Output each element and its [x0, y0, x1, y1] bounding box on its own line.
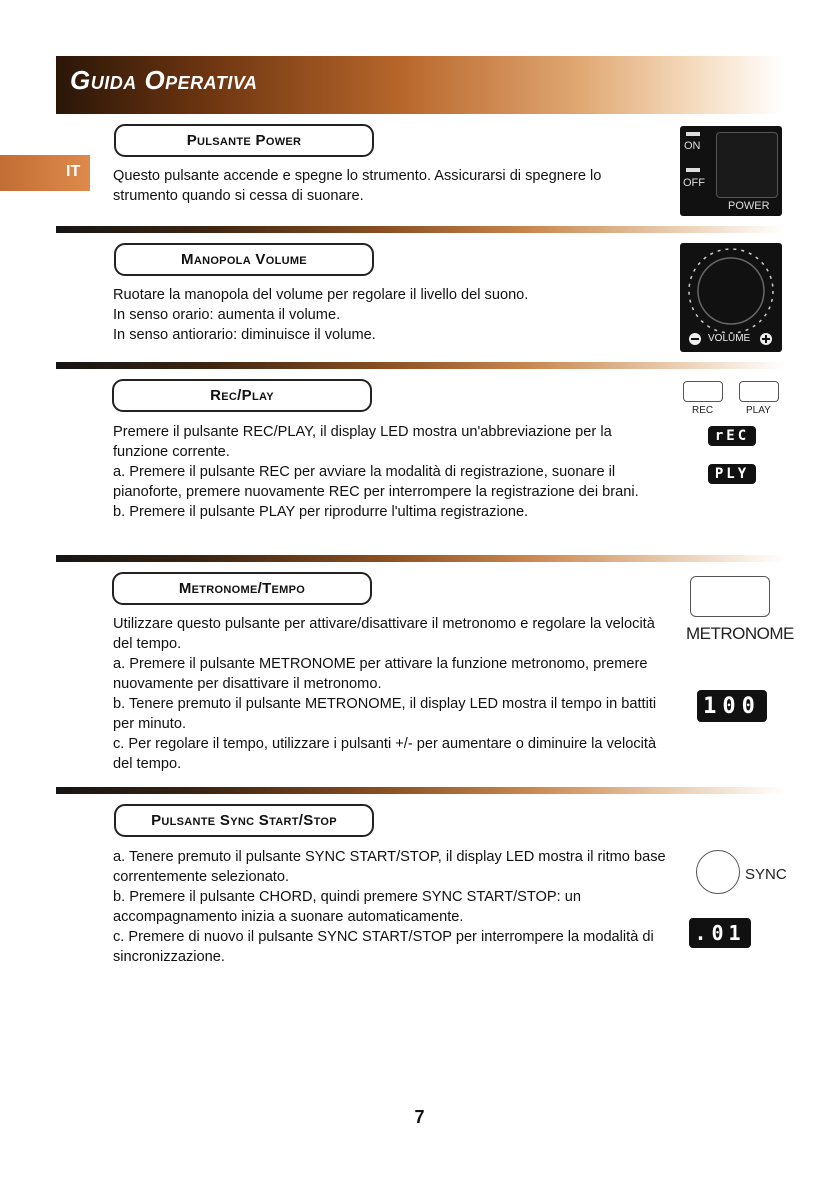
- text-line: Utilizzare questo pulsante per attivare/disattivare il metronomo e regolare la velocità del tempo.: [113, 616, 655, 652]
- section-title-metronome: Metronome/Tempo: [112, 572, 372, 605]
- section-divider: [56, 362, 784, 369]
- text-line: a. Tenere premuto il pulsante SYNC START/STOP, il display LED mostra il ritmo base correntemente selezionato.: [113, 849, 666, 885]
- on-label: ON: [684, 140, 701, 152]
- section-title-power: Pulsante Power: [114, 124, 374, 157]
- volume-label: VOLUME: [708, 333, 751, 344]
- language-label: IT: [66, 163, 81, 180]
- text-line: In senso antiorario: diminuisce il volume.: [113, 327, 376, 343]
- rec-label: REC: [692, 405, 714, 416]
- section-text-metronome: [113, 614, 669, 774]
- sync-button: [696, 850, 740, 894]
- section-title-volume: Manopola Volume: [114, 243, 374, 276]
- section-text-volume: [113, 285, 669, 345]
- power-button: [716, 132, 778, 198]
- metronome-button: [690, 576, 770, 617]
- play-label: PLAY: [746, 405, 771, 416]
- text-line: Questo pulsante accende e spegne lo strumento. Assicurarsi di spegnere lo strumento quando si cessa di suonare.: [113, 168, 602, 204]
- power-button-figure: [680, 126, 782, 216]
- play-button: [739, 381, 779, 402]
- section-divider: [56, 226, 784, 233]
- text-line: b. Premere il pulsante PLAY per riprodurre l'ultima registrazione.: [113, 504, 529, 520]
- led-display-rec: rEC: [708, 426, 756, 446]
- led-display-play: PLY: [708, 464, 756, 484]
- on-indicator: [686, 132, 700, 136]
- off-indicator: [686, 168, 700, 172]
- section-divider: [56, 787, 784, 794]
- language-tab: [0, 155, 90, 191]
- section-text-recplay: [113, 422, 669, 522]
- text-line: Premere il pulsante REC/PLAY, il display LED mostra un'abbreviazione per la funzione corrente.: [113, 424, 612, 460]
- text-line: c. Premere di nuovo il pulsante SYNC START/STOP per interrompere la modalità di sincronizzazione.: [113, 929, 654, 965]
- sync-label: SYNC: [745, 866, 787, 883]
- section-title-recplay: Rec/Play: [112, 379, 372, 412]
- section-title-sync: Pulsante Sync Start/Stop: [114, 804, 374, 837]
- header-banner: [56, 56, 784, 114]
- section-text-power: [113, 166, 669, 206]
- text-line: Ruotare la manopola del volume per regolare il livello del suono.: [113, 287, 529, 303]
- led-display-tempo: 100: [697, 690, 767, 722]
- page-number: 7: [414, 1107, 425, 1127]
- rec-button: [683, 381, 723, 402]
- text-line: c. Per regolare il tempo, utilizzare i pulsanti +/- per aumentare o diminuire la velocità del tempo.: [113, 736, 657, 772]
- text-line: b. Tenere premuto il pulsante METRONOME, il display LED mostra il tempo in battiti per minuto.: [113, 696, 657, 732]
- text-line: a. Premere il pulsante REC per avviare la modalità di registrazione, suonare il pianoforte, premere nuovamente REC per interrompere la registrazione dei brani.: [113, 464, 639, 500]
- text-line: b. Premere il pulsante CHORD, quindi premere SYNC START/STOP: un accompagnamento inizia a suonare automaticamente.: [113, 889, 581, 925]
- metronome-label: METRONOME: [686, 624, 794, 643]
- volume-knob-figure: [680, 243, 782, 352]
- led-display-sync: .01: [689, 918, 751, 948]
- power-label: POWER: [728, 200, 770, 212]
- text-line: a. Premere il pulsante METRONOME per attivare la funzione metronomo, premere nuovamente per disattivare il metronomo.: [113, 656, 648, 692]
- page-title: Guida Operativa: [70, 65, 258, 95]
- text-line: In senso orario: aumenta il volume.: [113, 307, 341, 323]
- off-label: OFF: [683, 177, 705, 189]
- section-divider: [56, 555, 784, 562]
- section-text-sync: [113, 847, 669, 967]
